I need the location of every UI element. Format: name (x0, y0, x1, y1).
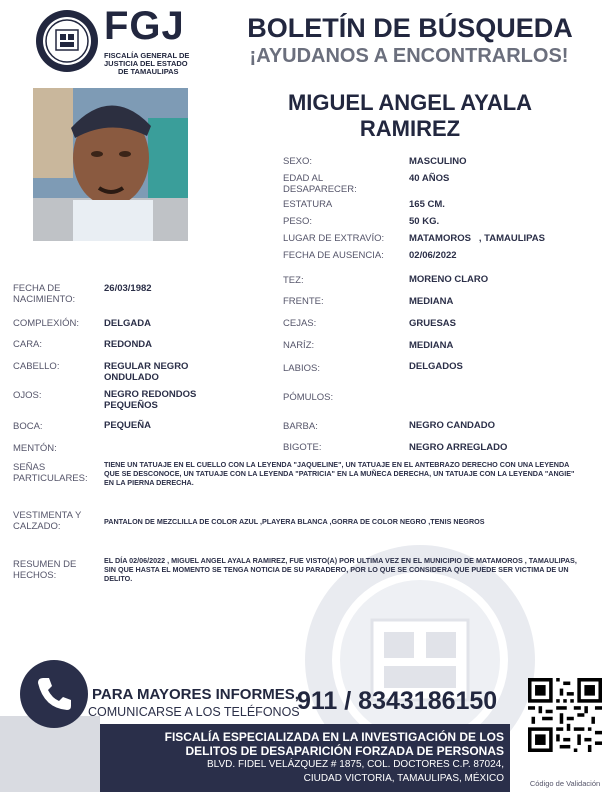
logo-line3: DE TAMAULIPAS (118, 67, 179, 76)
label-edad: EDAD AL DESAPARECER: (283, 173, 357, 195)
person-name-line2: RAMIREZ (359, 116, 461, 141)
address-line2: CIUDAD VICTORIA, TAMAULIPAS, MÉXICO (303, 773, 504, 784)
value-fecha-nacimiento: 26/03/1982 (104, 283, 152, 294)
value-nariz: MEDIANA (409, 340, 454, 351)
value-frente: MEDIANA (409, 296, 454, 307)
fiscalia-line2: DELITOS DE DESAPARICIÓN FORZADA DE PERSONAS (185, 744, 504, 758)
label-nariz: NARÍZ: (283, 340, 315, 351)
value-boca: PEQUEÑA (104, 420, 151, 431)
fiscalia-line1: FISCALÍA ESPECIALIZADA EN LA INVESTIGACIÓN DE LOS (164, 730, 504, 744)
phone-number: 911 / 8343186150 (297, 687, 498, 715)
value-cejas: GRUESAS (409, 318, 456, 329)
label-vestimenta: VESTIMENTA Y CALZADO: (13, 510, 82, 532)
logo-line2: JUSTICIA DEL ESTADO (104, 59, 188, 68)
label-pomulos: PÓMULOS: (283, 392, 334, 403)
value-barba: NEGRO CANDADO (409, 420, 496, 431)
page-title: BOLETÍN DE BÚSQUEDA (247, 13, 573, 43)
value-peso: 50 KG. (409, 216, 440, 227)
missing-person-photo (33, 88, 188, 241)
value-sexo: MASCULINO (409, 156, 467, 167)
qr-caption: Código de Validación (529, 779, 601, 788)
value-lugar: MATAMOROS , TAMAULIPAS (409, 233, 545, 244)
value-edad: 40 AÑOS (409, 173, 450, 184)
value-fecha-ausencia: 02/06/2022 (409, 250, 457, 261)
label-cabello: CABELLO: (13, 361, 60, 372)
label-menton: MENTÓN: (13, 443, 57, 454)
phone-circle (20, 660, 88, 728)
seal-icon (34, 8, 100, 74)
person-name-line1: MIGUEL ANGEL AYALA (287, 90, 533, 115)
label-sexo: SEXO: (283, 156, 313, 167)
label-estatura: ESTATURA (283, 199, 333, 210)
value-estatura: 165 CM. (409, 199, 445, 210)
label-peso: PESO: (283, 216, 313, 227)
label-complexion: COMPLEXIÓN: (13, 318, 79, 329)
label-cara: CARA: (13, 339, 43, 350)
label-frente: FRENTE: (283, 296, 324, 307)
informes-text: PARA MAYORES INFORMES, (92, 686, 299, 703)
qr-code[interactable] (528, 678, 602, 752)
photo-illustration (33, 88, 188, 241)
text-senas: TIENE UN TATUAJE EN EL CUELLO CON LA LEYENDA "JAQUELINE", UN TATUAJE EN EL ANTEBRAZO DERECHO CON UNA LEYENDA QUE SE DESCONOCE, UN TATUAJE CON LA LEYENDA "PATRICIA" EN LA MUÑECA DERECHA, UN TATUAJE CON LA LEYENDA "ANGIE" EN LA PIERNA DERECHA. (104, 460, 575, 487)
label-lugar: LUGAR DE EXTRAVÍO: (283, 233, 385, 244)
value-cabello: REGULAR NEGRO ONDULADO (104, 361, 189, 383)
label-bigote: BIGOTE: (283, 442, 322, 453)
logo-abbr: FGJ (104, 4, 185, 48)
label-cejas: CEJAS: (283, 318, 317, 329)
logo-line1: FISCALÍA GENERAL DE (104, 51, 190, 60)
address-line1: BLVD. FIDEL VELÁZQUEZ # 1875, COL. DOCTORES C.P. 87024, (207, 759, 504, 770)
value-ojos: NEGRO REDONDOS PEQUEÑOS (104, 389, 197, 411)
comunicarse-text: COMUNICARSE A LOS TELÉFONOS (88, 705, 300, 719)
label-fecha-nacimiento: FECHA DE NACIMIENTO: (13, 283, 76, 305)
value-bigote: NEGRO ARREGLADO (409, 442, 508, 453)
value-labios: DELGADOS (409, 361, 463, 372)
phone-icon (34, 674, 74, 714)
value-cara: REDONDA (104, 339, 153, 350)
label-boca: BOCA: (13, 421, 43, 432)
label-ojos: OJOS: (13, 390, 42, 401)
label-senas: SEÑAS PARTICULARES: (13, 462, 88, 484)
text-vestimenta: PANTALON DE MEZCLILLA DE COLOR AZUL ,PLAYERA BLANCA ,GORRA DE COLOR NEGRO ,TENIS NEGROS (104, 517, 485, 526)
label-barba: BARBA: (283, 421, 318, 432)
page-subtitle: ¡AYUDANOS A ENCONTRARLOS! (249, 45, 569, 67)
value-complexion: DELGADA (104, 318, 151, 329)
label-tez: TEZ: (283, 275, 304, 286)
header-logo (34, 4, 194, 78)
label-fecha-ausencia: FECHA DE AUSENCIA: (283, 250, 384, 261)
value-tez: MORENO CLARO (409, 274, 489, 285)
text-resumen: EL DÍA 02/06/2022 , MIGUEL ANGEL AYALA RAMIREZ, FUE VISTO(A) POR ULTIMA VEZ EN EL MUNICIPIO DE MATAMOROS , TAMAULIPAS, SIN QUE HASTA EL MOMENTO SE TENGA NOTICIA DE SU PARADERO, POR LO QUE SE CONSIDERA QUE PUEDE SER VICTIMA DE UN DELITO. (104, 556, 577, 583)
label-labios: LABIOS: (283, 363, 320, 374)
label-resumen: RESUMEN DE HECHOS: (13, 559, 77, 581)
